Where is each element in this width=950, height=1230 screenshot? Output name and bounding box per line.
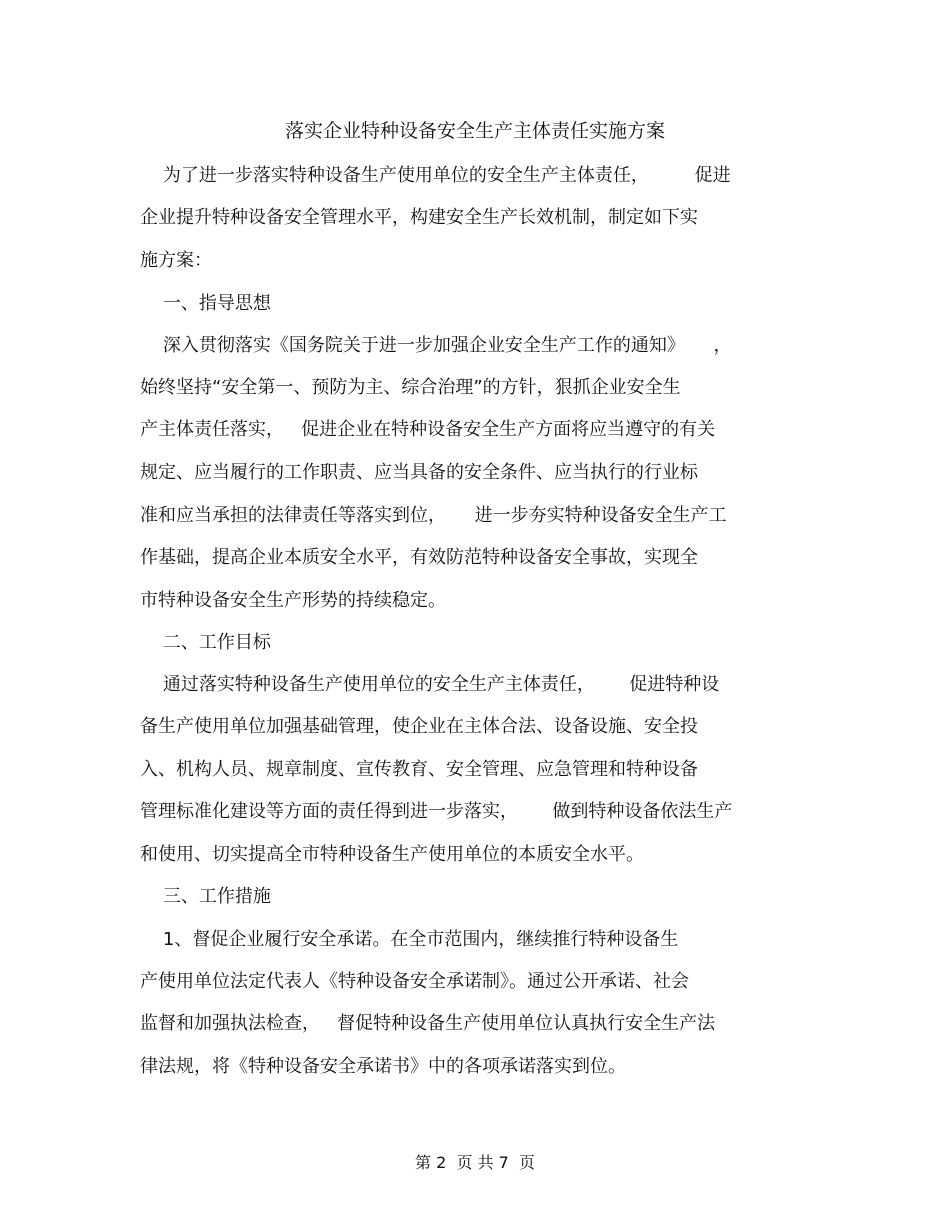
- body-line: 作基础，提高企业本质安全水平，有效防范特种设备安全事故，实现全: [140, 547, 698, 568]
- body-line: 入、机构人员、规章制度、宣传教育、安全管理、应急管理和特种设备: [140, 759, 698, 780]
- body-line: 和使用、切实提高全市特种设备生产使用单位的本质安全水平。: [140, 844, 644, 865]
- body-line: 通过落实特种设备生产使用单位的安全生产主体责任， 促进特种设: [140, 674, 720, 695]
- body-line: 为了进一步落实特种设备生产使用单位的安全生产主体责任， 促进: [140, 165, 731, 186]
- body-line: 企业提升特种设备安全管理水平，构建安全生产长效机制，制定如下实: [140, 207, 698, 228]
- body-line: 始终坚持“安全第一、预防为主、综合治理”的方针，狠抓企业安全生: [140, 377, 681, 398]
- section-heading-3: 三、工作措施: [140, 886, 271, 907]
- page-number-footer: 第 2 页 共 7 页: [415, 1153, 535, 1172]
- body-line: 市特种设备安全生产形势的持续稳定。: [140, 590, 446, 611]
- body-line: 产主体责任落实， 促进企业在特种设备安全生产方面将应当遵守的有关: [140, 419, 716, 440]
- body-line: 产使用单位法定代表人《特种设备安全承诺制》。通过公开承诺、社会: [140, 971, 689, 992]
- document-title: 落实企业特种设备安全生产主体责任实施方案: [284, 120, 665, 142]
- body-line: 规定、应当履行的工作职责、应当具备的安全条件、应当执行的行业标: [140, 462, 698, 483]
- body-line: 深入贯彻落实《国务院关于进一步加强企业安全生产工作的通知》 ，: [140, 335, 732, 356]
- section-heading-2: 二、工作目标: [140, 632, 271, 653]
- body-line: 准和应当承担的法律责任等落实到位， 进一步夯实特种设备安全生产工: [140, 505, 727, 526]
- body-line: 管理标准化建设等方面的责任得到进一步落实， 做到特种设备依法生产: [140, 801, 733, 822]
- body-line: 1、督促企业履行安全承诺。在全市范围内，继续推行特种设备生: [140, 929, 679, 950]
- body-line: 监督和加强执法检查， 督促特种设备生产使用单位认真执行安全生产法: [140, 1013, 716, 1034]
- section-heading-1: 一、指导思想: [140, 293, 271, 314]
- body-line: 律法规，将《特种设备安全承诺书》中的各项承诺落实到位。: [140, 1056, 626, 1077]
- body-line: 备生产使用单位加强基础管理，使企业在主体合法、设备设施、安全投: [140, 716, 698, 737]
- body-line: 施方案：: [140, 250, 212, 271]
